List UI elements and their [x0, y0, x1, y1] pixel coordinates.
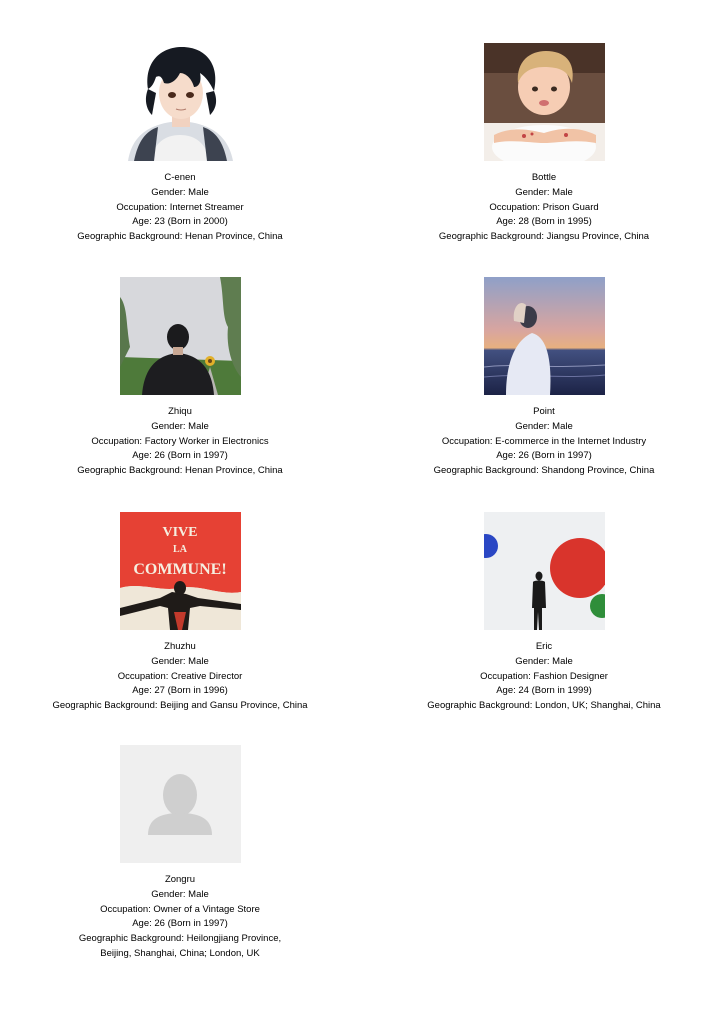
profile-gender: Gender: Male: [515, 655, 573, 667]
garden-back-photo: [120, 277, 241, 395]
profile-gender: Gender: Male: [151, 186, 209, 198]
profile-gender: Gender: Male: [151, 420, 209, 432]
silhouette-circles-photo: [484, 512, 605, 630]
profile-gender: Gender: Male: [515, 420, 573, 432]
profile-occupation: Occupation: Factory Worker in Electronics: [91, 435, 269, 447]
profile-occupation: Occupation: Internet Streamer: [116, 201, 244, 213]
profile-occupation: Occupation: Owner of a Vintage Store: [100, 903, 260, 915]
poster-line-2: LA: [172, 544, 187, 555]
profile-name: Zongru: [164, 874, 196, 885]
profile-name: C-enen: [164, 172, 196, 183]
profile-age: Age: 26 (Born in 1997): [132, 918, 228, 930]
profile-age: Age: 24 (Born in 1999): [496, 685, 592, 697]
profile-card: [374, 512, 714, 714]
seaside-sunset-photo: [484, 277, 605, 395]
user-icon: [163, 774, 197, 816]
profile-name: Zhuzhu: [164, 641, 196, 652]
profile-background: Geographic Background: Henan Province, China: [77, 231, 283, 243]
profile-occupation: Occupation: Prison Guard: [489, 201, 599, 213]
profile-occupation: Occupation: Fashion Designer: [480, 670, 608, 682]
profile-age: Age: 28 (Born in 1995): [496, 216, 592, 228]
profile-background: Geographic Background: Shandong Province, China: [433, 465, 655, 477]
profile-card: [10, 745, 350, 962]
profile-card: [10, 277, 350, 479]
profile-age: Age: 26 (Born in 1997): [132, 450, 228, 462]
poster-line-3: COMMUNE!: [132, 561, 227, 578]
profile-age: Age: 23 (Born in 2000): [132, 216, 228, 228]
profile-name: Eric: [535, 641, 553, 652]
profile-background: Geographic Background: Heilongjiang Province, Beijing, Shanghai, China; London, UK: [78, 933, 282, 959]
profile-age: Age: 27 (Born in 1996): [132, 685, 228, 697]
profile-background: Geographic Background: Beijing and Gansu Province, China: [52, 700, 308, 712]
profile-occupation: Occupation: Creative Director: [117, 670, 243, 682]
profile-card: [374, 43, 714, 245]
profile-gender: Gender: Male: [151, 888, 209, 900]
profile-card: [10, 512, 350, 714]
profile-gender: Gender: Male: [151, 655, 209, 667]
profile-age: Age: 26 (Born in 1997): [496, 450, 592, 462]
profile-name: Zhiqu: [168, 406, 192, 417]
profile-background: Geographic Background: London, UK; Shanghai, China: [427, 700, 661, 712]
profile-gender: Gender: Male: [515, 186, 573, 198]
poster-line-1: VIVE: [161, 525, 198, 540]
profile-background: Geographic Background: Henan Province, China: [77, 465, 283, 477]
child-photo: [484, 43, 605, 161]
vive-la-commune-poster: [120, 512, 241, 630]
profile-name: Point: [533, 406, 555, 417]
profile-background: Geographic Background: Jiangsu Province, China: [438, 231, 650, 243]
default-avatar-placeholder: [120, 745, 241, 863]
profile-card: [374, 277, 714, 479]
profile-card: [10, 43, 350, 245]
anime-avatar-photo: [120, 43, 241, 161]
profile-occupation: Occupation: E-commerce in the Internet Industry: [441, 435, 647, 447]
profile-name: Bottle: [531, 172, 557, 183]
